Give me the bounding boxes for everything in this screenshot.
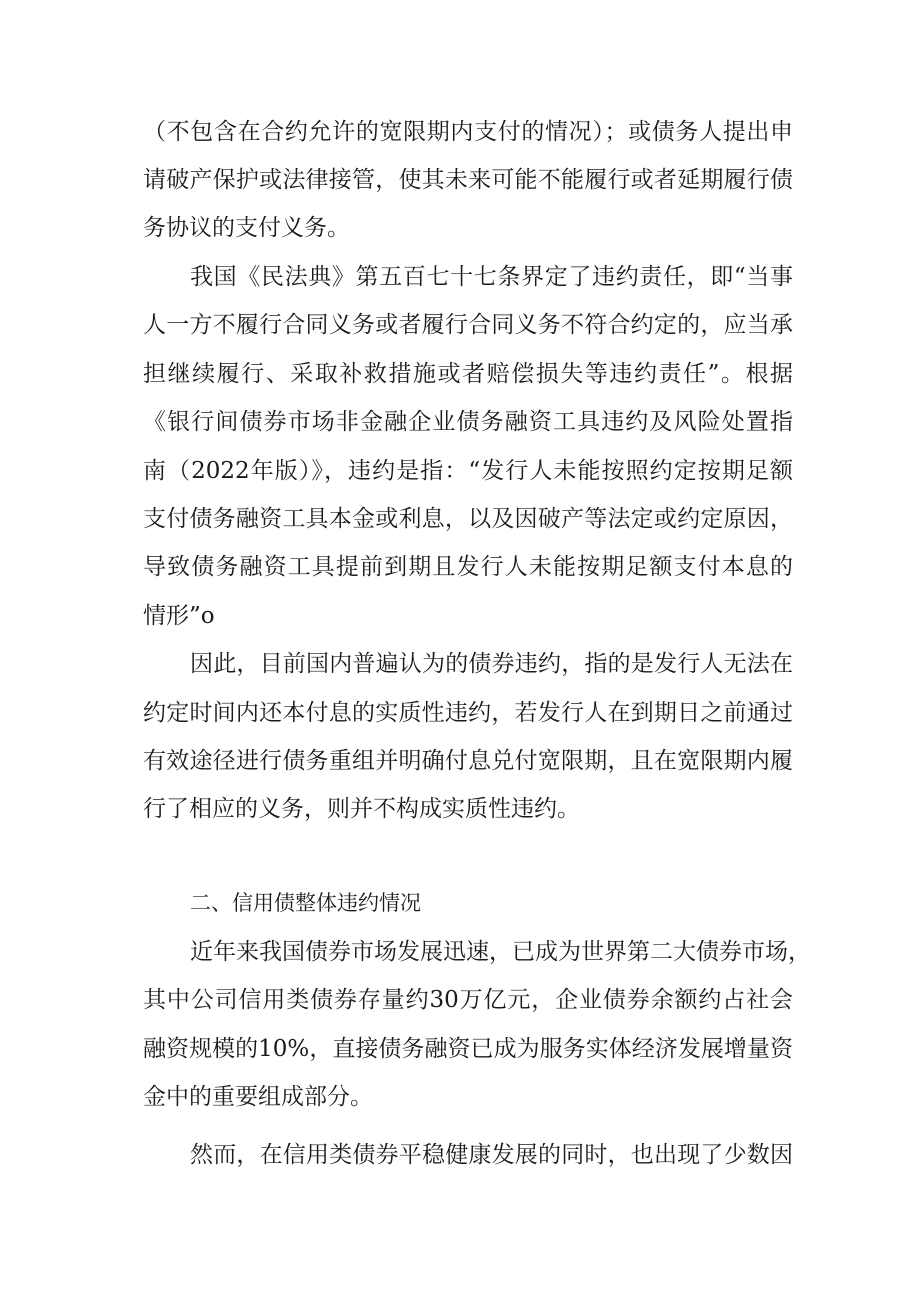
text-line: 近年来我国债券市场发展迅速，已成为世界第二大债券市场， xyxy=(190,939,811,965)
text-line: 其中公司信用类债券存量约30万亿元，企业债券余额约占社会 xyxy=(143,987,793,1013)
text-line: 我国《民法典》第五百七十七条界定了违约责任，即“当事 xyxy=(190,264,793,290)
section-heading: 二、信用债整体违约情况 xyxy=(190,891,421,915)
text-line: 然而，在信用类债券平稳健康发展的同时，也出现了少数因 xyxy=(190,1142,793,1168)
text-line: 约定时间内还本付息的实质性违约，若发行人在到期日之前通过 xyxy=(143,700,793,726)
text-line: 请破产保护或法律接管，使其未来可能不能履行或者延期履行债 xyxy=(143,167,793,193)
text-line: 支付债务融资工具本金或利息，以及因破产等法定或约定原因， xyxy=(143,506,793,532)
text-line: 导致债务融资工具提前到期且发行人未能按期足额支付本息的 xyxy=(143,554,793,580)
text-line: 融资规模的10%，直接债务融资已成为服务实体经济发展增量资 xyxy=(143,1036,793,1062)
text-line: 情形”o xyxy=(143,603,215,629)
text-line: 《银行间债券市场非金融企业债务融资工具违约及风险处置指 xyxy=(143,409,793,435)
text-line: 担继续履行、采取补救措施或者赔偿损失等违约责任”。根据 xyxy=(143,361,793,387)
text-line: 金中的重要组成部分。 xyxy=(143,1084,373,1110)
text-line: 务协议的支付义务。 xyxy=(143,215,350,241)
text-line: （不包含在合约允许的宽限期内支付的情况）；或债务人提出申 xyxy=(143,119,793,145)
text-line: 因此，目前国内普遍认为的债券违约，指的是发行人无法在 xyxy=(190,651,793,677)
text-line: 有效途径进行债务重组并明确付息兑付宽限期，且在宽限期内履 xyxy=(143,748,793,774)
text-line: 行了相应的义务，则并不构成实质性违约。 xyxy=(143,796,580,822)
text-line: 南（2022年版）》，违约是指：“发行人未能按照约定按期足额 xyxy=(143,458,793,484)
text-line: 人一方不履行合同义务或者履行合同义务不符合约定的，应当承 xyxy=(143,312,793,338)
